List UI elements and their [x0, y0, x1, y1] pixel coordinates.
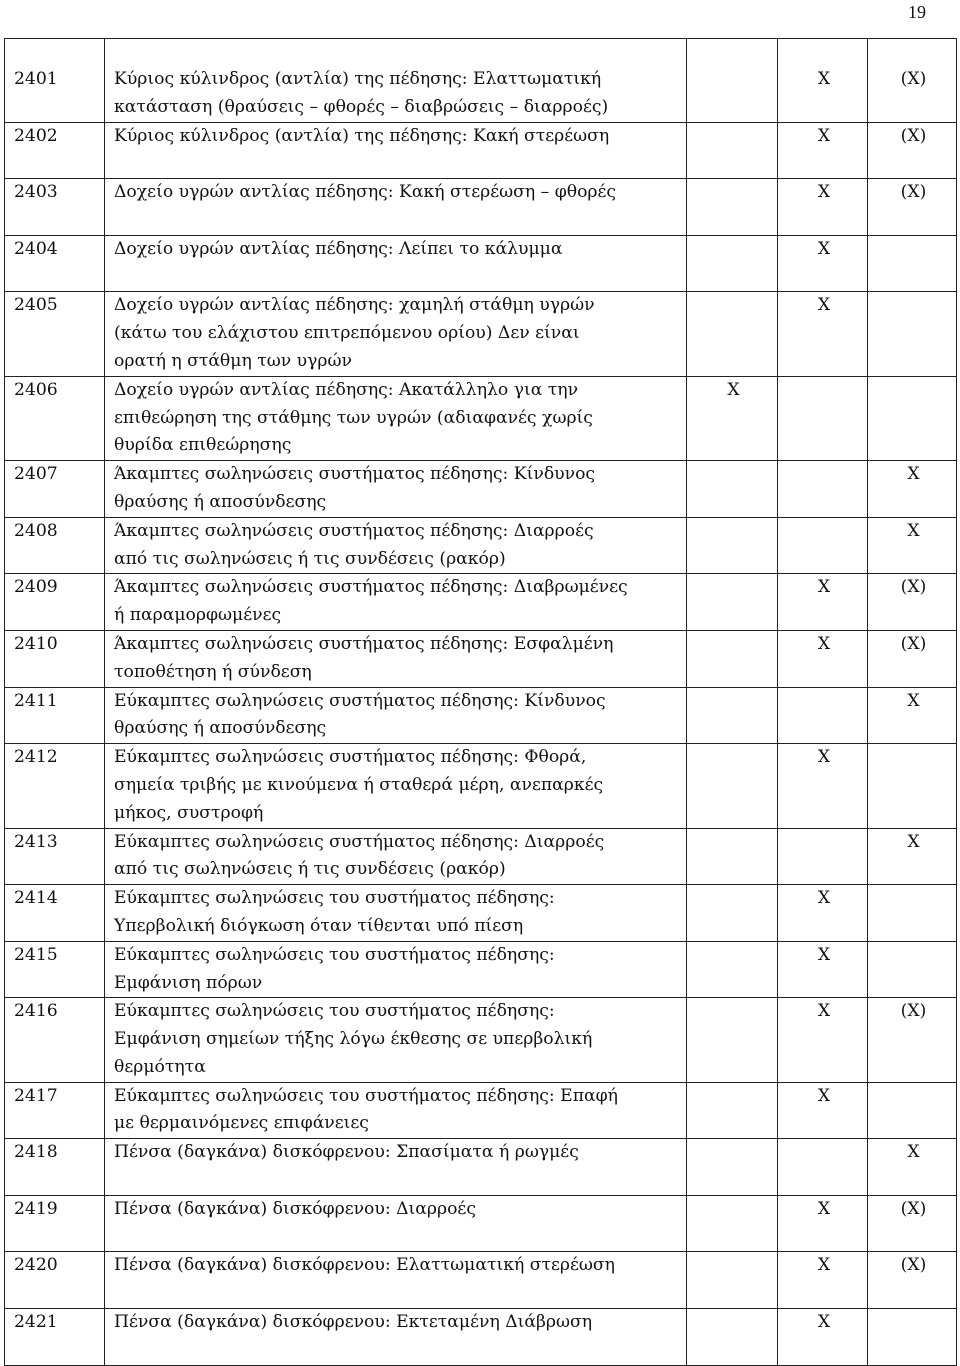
mark-col-b-cell [778, 885, 868, 942]
defect-description-cell [105, 941, 687, 998]
header-cell [5, 39, 105, 67]
mark-col-a-cell [687, 376, 778, 460]
defect-description-line: Εύκαμπτες σωληνώσεις συστήματος πέδησης: Διαρροές [114, 831, 605, 852]
mark-col-a [690, 1196, 777, 1224]
mark-col-b [781, 688, 867, 716]
defect-code-cell [5, 292, 105, 376]
table-row [5, 376, 957, 460]
defect-description-cell [105, 461, 687, 518]
mark-col-c-cell [868, 828, 957, 885]
mark-col-a: X [727, 379, 740, 400]
table-row [5, 1195, 957, 1252]
mark-col-b-cell [778, 179, 868, 236]
mark-col-b [781, 461, 867, 489]
defect-description-line: Κύριος κύλινδρος (αντλία) της πέδησης: Κακή στερέωση [114, 125, 610, 146]
defect-description-line: από τις σωληνώσεις ή τις συνδέσεις (ρακόρ) [114, 548, 506, 569]
mark-col-a-cell [687, 744, 778, 828]
mark-col-b: X [817, 1312, 831, 1333]
defect-description-line: θερμότητα [114, 1056, 206, 1077]
mark-col-a [690, 292, 777, 320]
defect-code-cell [5, 1252, 105, 1309]
defect-code-cell [5, 517, 105, 574]
mark-col-a [690, 1083, 777, 1111]
mark-col-b: X [817, 747, 831, 768]
defect-description-line: ή παραμορφωμένες [114, 605, 282, 626]
defect-code-cell [5, 461, 105, 518]
mark-col-b-cell [778, 1139, 868, 1196]
mark-col-c [871, 885, 956, 913]
defect-description-cell [105, 1082, 687, 1139]
mark-col-a [690, 1252, 777, 1280]
defect-code: 2417 [14, 1085, 58, 1106]
mark-col-b-cell [778, 630, 868, 687]
table-row [5, 235, 957, 292]
table-row [5, 828, 957, 885]
defect-description-line: θυρίδα επιθεώρησης [114, 435, 292, 456]
defect-code: 2410 [14, 633, 58, 654]
defect-code-cell [5, 687, 105, 744]
mark-col-c: (X) [900, 633, 927, 654]
table-row [5, 1139, 957, 1196]
mark-col-b [781, 377, 867, 405]
mark-col-b [781, 829, 867, 857]
defect-code: 2407 [14, 464, 58, 485]
defect-code-cell [5, 630, 105, 687]
table-row [5, 1252, 957, 1309]
defect-description-line: (κάτω του ελάχιστου επιτρεπόμενου ορίου) Δεν είναι [114, 323, 580, 344]
mark-col-c: (X) [900, 577, 927, 598]
defect-description-line: Εύκαμπτες σωληνώσεις του συστήματος πέδησης: [114, 944, 555, 965]
defect-code-cell [5, 885, 105, 942]
defect-description-cell [105, 687, 687, 744]
mark-col-b: X [817, 1085, 831, 1106]
mark-col-c: (X) [900, 1198, 927, 1219]
mark-col-b: X [817, 125, 831, 146]
mark-col-c-cell [868, 179, 957, 236]
mark-col-a-cell [687, 235, 778, 292]
defects-table-body [5, 39, 957, 1366]
mark-col-a [690, 66, 777, 94]
defect-description-cell [105, 122, 687, 179]
defect-code: 2416 [14, 1001, 58, 1022]
mark-col-c [871, 292, 956, 320]
defect-description-line: Εύκαμπτες σωληνώσεις συστήματος πέδησης: Κίνδυνος [114, 690, 606, 711]
mark-col-b: X [817, 888, 831, 909]
header-cell [687, 39, 778, 67]
defect-code-cell [5, 828, 105, 885]
defects-table [4, 38, 957, 1366]
header-cell [105, 39, 687, 67]
defect-code-cell [5, 1082, 105, 1139]
defect-code: 2413 [14, 831, 58, 852]
mark-col-b: X [817, 238, 831, 259]
defect-description-cell [105, 235, 687, 292]
table-header-spacer [5, 39, 957, 67]
mark-col-b: X [817, 69, 831, 89]
mark-col-c [871, 942, 956, 970]
mark-col-b-cell [778, 292, 868, 376]
mark-col-a [690, 1139, 777, 1167]
mark-col-c: (X) [900, 69, 927, 89]
mark-col-c-cell [868, 885, 957, 942]
defect-code-cell [5, 235, 105, 292]
table-row [5, 179, 957, 236]
defect-description-line: Εύκαμπτες σωληνώσεις του συστήματος πέδησης: [114, 1001, 555, 1022]
defect-description-line: θραύσης ή αποσύνδεσης [114, 491, 327, 512]
mark-col-a [690, 829, 777, 857]
defect-description-cell [105, 179, 687, 236]
mark-col-b-cell [778, 1082, 868, 1139]
defect-code: 2402 [14, 125, 58, 146]
defect-description-line: τοποθέτηση ή σύνδεση [114, 661, 312, 682]
defect-description-line: από τις σωληνώσεις ή τις συνδέσεις (ρακόρ) [114, 859, 506, 880]
defect-description-line: Δοχείο υγρών αντλίας πέδησης: Ακατάλληλο για την [114, 379, 579, 400]
table-row [5, 66, 957, 122]
header-cell [778, 39, 868, 67]
defect-description-cell [105, 376, 687, 460]
mark-col-c: X [907, 520, 920, 541]
mark-col-c: X [907, 690, 920, 711]
mark-col-a-cell [687, 1082, 778, 1139]
mark-col-a-cell [687, 885, 778, 942]
defect-code: 2414 [14, 888, 58, 909]
mark-col-b-cell [778, 828, 868, 885]
defect-description-line: ορατή η στάθμη των υγρών [114, 350, 352, 371]
defect-description-cell [105, 744, 687, 828]
defect-description-line: Άκαμπτες σωληνώσεις συστήματος πέδησης: Κίνδυνος [114, 464, 596, 485]
defect-description-cell [105, 828, 687, 885]
defect-description-line: με θερμαινόμενες επιφάνειες [114, 1113, 369, 1134]
table-row [5, 998, 957, 1082]
mark-col-a [690, 574, 777, 602]
defect-description-line: μήκος, συστροφή [114, 802, 264, 823]
defect-description-cell [105, 1252, 687, 1309]
mark-col-a-cell [687, 1252, 778, 1309]
mark-col-b-cell [778, 376, 868, 460]
mark-col-a [690, 123, 777, 151]
table-row [5, 574, 957, 631]
mark-col-a [690, 236, 777, 264]
mark-col-c-cell [868, 744, 957, 828]
mark-col-a-cell [687, 828, 778, 885]
defect-description-line: Εμφάνιση σημείων τήξης λόγω έκθεσης σε υπερβολική [114, 1029, 593, 1050]
mark-col-c-cell [868, 574, 957, 631]
mark-col-c-cell [868, 941, 957, 998]
defect-code-cell [5, 941, 105, 998]
defect-description-line: Εύκαμπτες σωληνώσεις συστήματος πέδησης: Φθορά, [114, 747, 587, 768]
defect-code-cell [5, 66, 105, 122]
table-row [5, 292, 957, 376]
mark-col-a-cell [687, 998, 778, 1082]
table-row [5, 1309, 957, 1366]
mark-col-a [690, 179, 777, 207]
mark-col-c: X [907, 831, 920, 852]
defect-description-cell [105, 292, 687, 376]
mark-col-c [871, 1083, 956, 1111]
mark-col-b: X [817, 1001, 831, 1022]
defect-code-cell [5, 122, 105, 179]
defect-description-line: θραύσης ή αποσύνδεσης [114, 718, 327, 739]
mark-col-c-cell [868, 517, 957, 574]
mark-col-c-cell [868, 630, 957, 687]
mark-col-b-cell [778, 574, 868, 631]
mark-col-c-cell [868, 66, 957, 122]
mark-col-b-cell [778, 517, 868, 574]
defect-code: 2408 [14, 520, 58, 541]
mark-col-c-cell [868, 235, 957, 292]
mark-col-b-cell [778, 1252, 868, 1309]
mark-col-b: X [817, 944, 831, 965]
mark-col-b: X [817, 1255, 831, 1276]
mark-col-a [690, 461, 777, 489]
mark-col-b [781, 1139, 867, 1167]
defect-code: 2411 [14, 690, 58, 711]
defect-code: 2419 [14, 1198, 58, 1219]
mark-col-a [690, 688, 777, 716]
defect-description-line: Κύριος κύλινδρος (αντλία) της πέδησης: Ελαττωματική [114, 69, 602, 89]
mark-col-a-cell [687, 1139, 778, 1196]
mark-col-c [871, 236, 956, 264]
mark-col-c-cell [868, 461, 957, 518]
defect-code: 2415 [14, 944, 58, 965]
defect-code: 2406 [14, 379, 58, 400]
mark-col-c-cell [868, 1195, 957, 1252]
defect-description-cell [105, 574, 687, 631]
mark-col-a-cell [687, 122, 778, 179]
defect-description-cell [105, 1195, 687, 1252]
defect-description-cell [105, 517, 687, 574]
defect-code-cell [5, 1309, 105, 1366]
mark-col-a [690, 998, 777, 1026]
defect-description-line: Εύκαμπτες σωληνώσεις του συστήματος πέδησης: Επαφή [114, 1085, 618, 1106]
mark-col-a [690, 744, 777, 772]
mark-col-b: X [817, 577, 831, 598]
defect-description-line: επιθεώρηση της στάθμης των υγρών (αδιαφανές χωρίς [114, 407, 593, 428]
mark-col-c: (X) [900, 182, 927, 203]
mark-col-a-cell [687, 574, 778, 631]
defect-description-line: Άκαμπτες σωληνώσεις συστήματος πέδησης: Διαρροές [114, 520, 594, 541]
defect-code-cell [5, 998, 105, 1082]
mark-col-a-cell [687, 630, 778, 687]
defect-code: 2403 [14, 182, 58, 203]
mark-col-b-cell [778, 941, 868, 998]
mark-col-b-cell [778, 235, 868, 292]
defect-code-cell [5, 574, 105, 631]
defect-description-line: Άκαμπτες σωληνώσεις συστήματος πέδησης: Εσφαλμένη [114, 633, 614, 654]
mark-col-b-cell [778, 744, 868, 828]
defect-code: 2409 [14, 577, 58, 598]
defect-description-cell [105, 1309, 687, 1366]
mark-col-a-cell [687, 1309, 778, 1366]
mark-col-a-cell [687, 292, 778, 376]
defect-code-cell [5, 376, 105, 460]
mark-col-c [871, 744, 956, 772]
defect-description-cell [105, 885, 687, 942]
defect-description-line: Δοχείο υγρών αντλίας πέδησης: Λείπει το κάλυμμα [114, 238, 563, 259]
mark-col-a [690, 518, 777, 546]
mark-col-a-cell [687, 66, 778, 122]
mark-col-c [871, 377, 956, 405]
defect-code: 2404 [14, 238, 58, 259]
defect-code-cell [5, 179, 105, 236]
mark-col-b: X [817, 295, 831, 316]
mark-col-c-cell [868, 687, 957, 744]
mark-col-c: X [907, 1142, 920, 1163]
mark-col-c: X [907, 464, 920, 485]
mark-col-c-cell [868, 292, 957, 376]
mark-col-c-cell [868, 1252, 957, 1309]
table-row [5, 687, 957, 744]
mark-col-a-cell [687, 687, 778, 744]
mark-col-a-cell [687, 1195, 778, 1252]
table-row [5, 630, 957, 687]
defect-code-cell [5, 744, 105, 828]
table-row [5, 122, 957, 179]
defect-code: 2421 [14, 1312, 58, 1333]
defect-description-cell [105, 630, 687, 687]
defect-code-cell [5, 1139, 105, 1196]
table-row [5, 885, 957, 942]
mark-col-c: (X) [900, 125, 927, 146]
table-row [5, 941, 957, 998]
defect-code: 2405 [14, 295, 58, 316]
mark-col-a [690, 1309, 777, 1337]
page-number: 19 [908, 2, 926, 22]
defect-code: 2418 [14, 1142, 58, 1163]
defect-code: 2420 [14, 1255, 58, 1276]
mark-col-a [690, 631, 777, 659]
defect-description-line: Δοχείο υγρών αντλίας πέδησης: χαμηλή στάθμη υγρών [114, 295, 595, 316]
mark-col-b-cell [778, 1195, 868, 1252]
mark-col-c-cell [868, 998, 957, 1082]
defect-code: 2412 [14, 747, 58, 768]
mark-col-b-cell [778, 998, 868, 1082]
defect-code: 2401 [14, 69, 58, 89]
mark-col-a [690, 942, 777, 970]
defect-description-line: Δοχείο υγρών αντλίας πέδησης: Κακή στερέωση – φθορές [114, 182, 617, 203]
mark-col-c-cell [868, 122, 957, 179]
defect-description-cell [105, 66, 687, 122]
mark-col-a-cell [687, 461, 778, 518]
mark-col-b: X [817, 1198, 831, 1219]
mark-col-c: (X) [900, 1001, 927, 1022]
defect-description-line: Υπερβολική διόγκωση όταν τίθενται υπό πίεση [114, 915, 524, 936]
defect-description-line: Πένσα (δαγκάνα) δισκόφρενου: Εκτεταμένη Διάβρωση [114, 1312, 593, 1333]
mark-col-b-cell [778, 66, 868, 122]
mark-col-c-cell [868, 376, 957, 460]
defect-description-line: κατάσταση (θραύσεις – φθορές – διαβρώσεις – διαρροές) [114, 96, 609, 117]
defect-description-line: Άκαμπτες σωληνώσεις συστήματος πέδησης: Διαβρωμένες [114, 577, 628, 598]
mark-col-b-cell [778, 687, 868, 744]
mark-col-c-cell [868, 1139, 957, 1196]
mark-col-b: X [817, 633, 831, 654]
header-cell [868, 39, 957, 67]
defect-description-cell [105, 998, 687, 1082]
mark-col-a-cell [687, 517, 778, 574]
mark-col-c: (X) [900, 1255, 927, 1276]
defect-description-line: Πένσα (δαγκάνα) δισκόφρενου: Σπασίματα ή ρωγμές [114, 1142, 579, 1163]
mark-col-b [781, 518, 867, 546]
table-row [5, 1082, 957, 1139]
mark-col-c-cell [868, 1309, 957, 1366]
mark-col-b: X [817, 182, 831, 203]
mark-col-b-cell [778, 122, 868, 179]
mark-col-a [690, 885, 777, 913]
mark-col-a-cell [687, 941, 778, 998]
defect-code-cell [5, 1195, 105, 1252]
defect-description-line: Εύκαμπτες σωληνώσεις του συστήματος πέδησης: [114, 888, 555, 909]
mark-col-c-cell [868, 1082, 957, 1139]
defect-description-line: Εμφάνιση πόρων [114, 972, 263, 993]
table-row [5, 744, 957, 828]
mark-col-b-cell [778, 1309, 868, 1366]
defect-description-cell [105, 1139, 687, 1196]
mark-col-b-cell [778, 461, 868, 518]
mark-col-c [871, 1309, 956, 1337]
table-row [5, 517, 957, 574]
defect-description-line: Πένσα (δαγκάνα) δισκόφρενου: Ελαττωματική στερέωση [114, 1255, 615, 1276]
table-row [5, 461, 957, 518]
defect-description-line: σημεία τριβής με κινούμενα ή σταθερά μέρη, ανεπαρκές [114, 774, 604, 795]
mark-col-a-cell [687, 179, 778, 236]
defect-description-line: Πένσα (δαγκάνα) δισκόφρενου: Διαρροές [114, 1198, 476, 1219]
